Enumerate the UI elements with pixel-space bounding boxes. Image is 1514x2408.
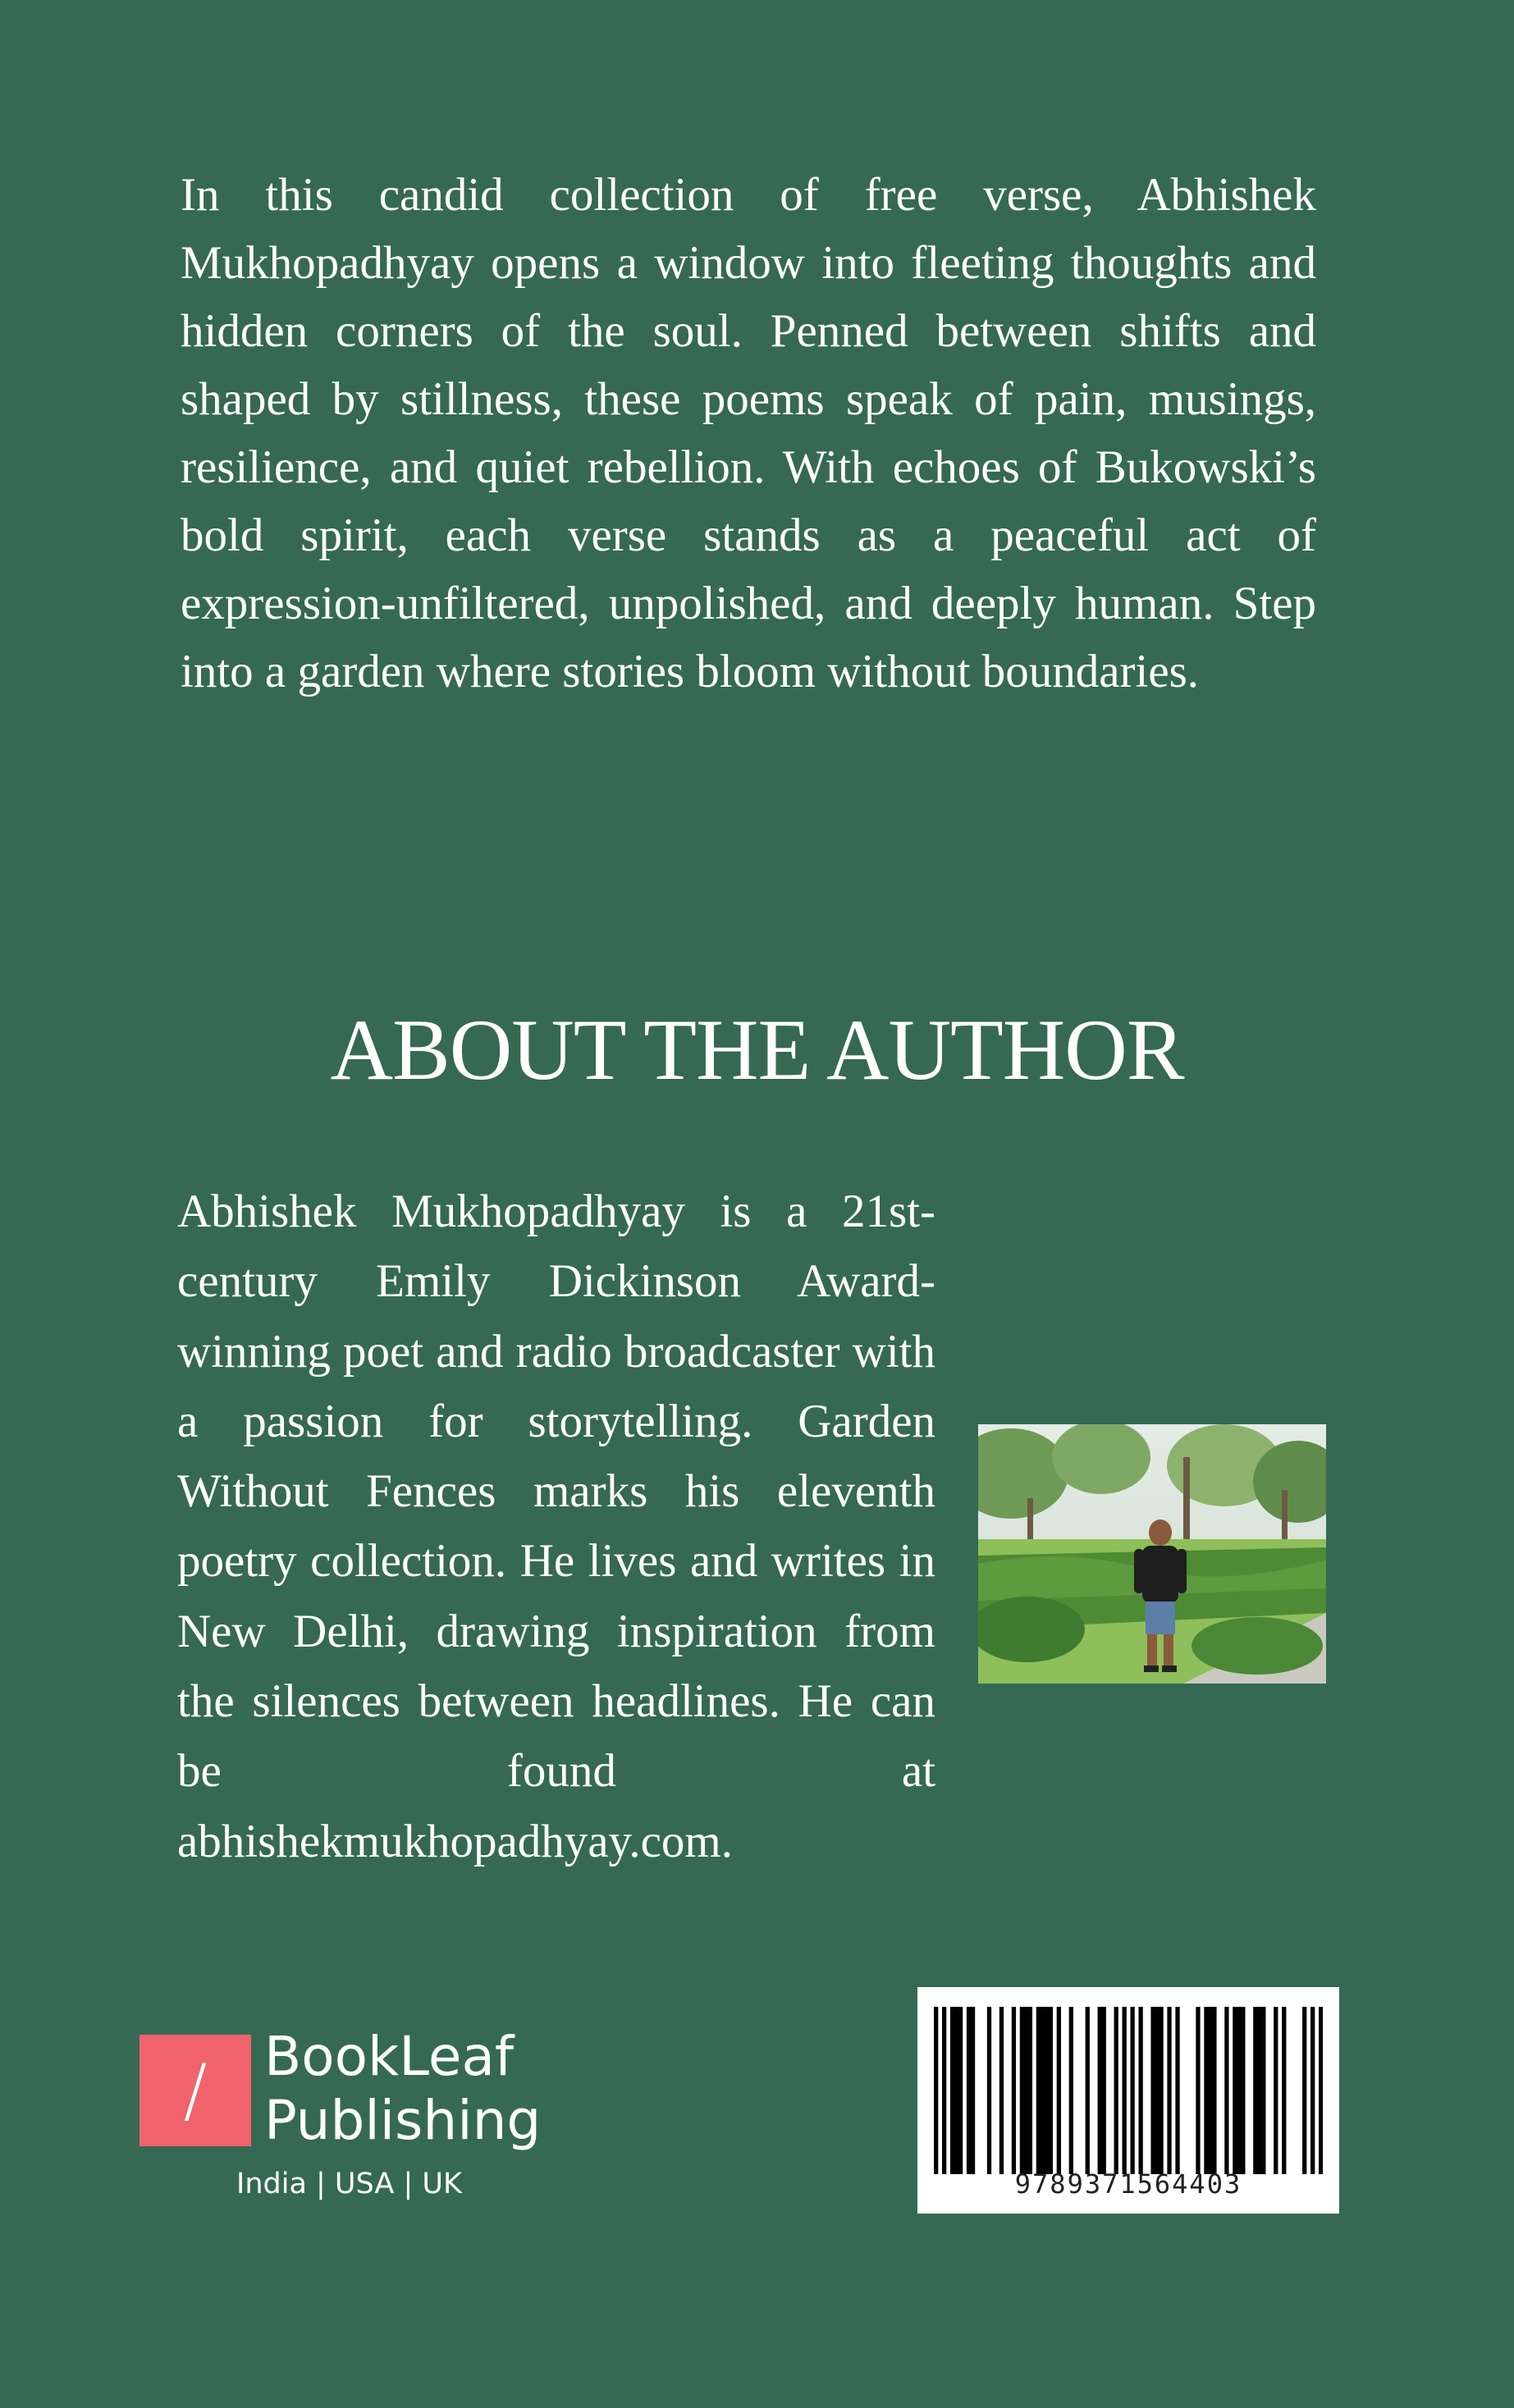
publisher-regions: India | USA | UK [236, 2168, 462, 2200]
barcode-bar [934, 2007, 938, 2174]
barcode-bar [1020, 2007, 1024, 2174]
author-photo [978, 1424, 1326, 1684]
barcode-bar [1208, 2007, 1212, 2174]
barcode-bar [958, 2007, 963, 2174]
barcode-bar [1114, 2007, 1118, 2174]
barcode-bar [1175, 2007, 1179, 2174]
barcode-bar [971, 2007, 975, 2174]
barcode-bars [934, 2000, 1323, 2181]
barcode-bar [1241, 2007, 1245, 2174]
barcode-bar [1049, 2007, 1053, 2174]
barcode-bar [1036, 2007, 1041, 2174]
barcode-bar [987, 2007, 991, 2174]
barcode-bar [1159, 2007, 1163, 2174]
publisher-name [264, 2025, 541, 2153]
barcode-bar [1069, 2007, 1073, 2174]
barcode-bar [1045, 2007, 1049, 2174]
barcode-bar [1167, 2007, 1171, 2174]
barcode-bar [942, 2007, 946, 2174]
barcode-bar [1212, 2007, 1216, 2174]
barcode-bar [1274, 2007, 1278, 2174]
publisher-mark [140, 2035, 251, 2146]
book-blurb: In this candid collection of free verse, Abhishek Mukhopadhyay opens a window into fleeting thoughts and hidden corners of the soul. Penned between shifts and shaped by stillness, these poems speak of pain, musings, resilience, and quiet rebellion. With echoes of Bukowski’s bold spirit, each verse stands as a peaceful act of expression-unfiltered, unpolished, and deeply human. Step into a garden where stories bloom without boundaries. [181, 169, 1316, 697]
barcode-bar [1041, 2007, 1045, 2174]
barcode-bar [1028, 2007, 1032, 2174]
publisher-logo [140, 2025, 566, 2215]
barcode-bar [954, 2007, 958, 2174]
barcode-bar [1150, 2007, 1155, 2174]
barcode-bar [1282, 2007, 1286, 2174]
barcode-bar [1057, 2007, 1061, 2174]
isbn-barcode [917, 1987, 1339, 2214]
barcode-bar [1237, 2007, 1241, 2174]
barcode-bar [999, 2007, 1004, 2174]
barcode-bar [1204, 2007, 1208, 2174]
barcode-bar [1196, 2007, 1200, 2174]
barcode-bar [1224, 2007, 1228, 2174]
barcode-bar [1138, 2007, 1142, 2174]
barcode-bar [1098, 2007, 1102, 2174]
barcode-bar [1102, 2007, 1106, 2174]
barcode-bar [1261, 2007, 1265, 2174]
barcode-bar [950, 2007, 954, 2174]
barcode-bar [1257, 2007, 1261, 2174]
about-author-heading: ABOUT THE AUTHOR [330, 1002, 1184, 1098]
barcode-bar [967, 2007, 971, 2174]
barcode-bar [1012, 2007, 1016, 2174]
publisher-mark-glyph: / [183, 2049, 208, 2132]
isbn-number: 9789371564403 [1014, 2168, 1242, 2200]
barcode-bar [1130, 2007, 1134, 2174]
author-bio: Abhishek Mukhopadhyay is a 21st-century Emily Dickinson Award-winning poet and radio broadcaster with a passion for storytelling. Garden Without Fences marks his eleventh poetry collection. He lives and writes in New Delhi, drawing inspiration from the silences between headlines. He can be found at abhishekmukhopadhyay.com. [177, 1186, 935, 1867]
barcode-bar [1123, 2007, 1127, 2174]
barcode-bar [1253, 2007, 1257, 2174]
barcode-bar [1319, 2007, 1323, 2174]
barcode-bar [1155, 2007, 1159, 2174]
publisher-name-line2: Publishing [264, 2089, 542, 2152]
publisher-name-line1: BookLeaf [264, 2025, 515, 2088]
barcode-bar [1302, 2007, 1306, 2174]
barcode-bar [1310, 2007, 1315, 2174]
barcode-bar [1233, 2007, 1237, 2174]
barcode-bar [1024, 2007, 1028, 2174]
barcode-bar [1086, 2007, 1090, 2174]
